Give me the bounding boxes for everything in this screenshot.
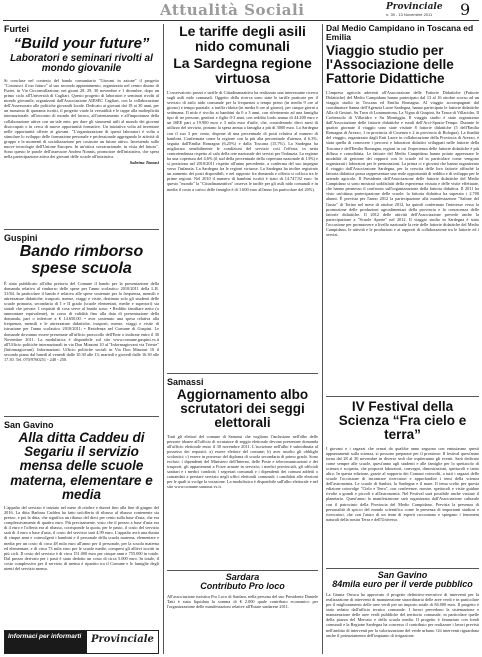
article-asili-nido (167, 24, 318, 370)
article-separator (167, 570, 318, 571)
article-verde-pubblico (326, 571, 479, 655)
article-body: La Giunta Orrucu ha approvato il progetto definitivo-esecutivo di interventi per la realizzazione di interventi di manutenzione straordinaria delle aree verdi e in particolare per il miglioramento delle aree verdi per un importo totale di 84.000 euro. Il progetto è stato redatto dall'ufficio tecnico comunale. I lavori prevedono la sistemazione e manutenzione delle aree verdi pubbliche del territorio comunale, in particolare quelle della piazza del Mercato e della scuola media. Il progetto è finanziato con fondi comunali e la Regione Sardegna ha concesso il contributo per realizzare i lavori previsti nell'ambito di interventi per la valorizzazione del verde urbano. Gli interventi riguardano anche il potenziamento dell'impianto di irrigazione. (326, 591, 479, 638)
article-kicker: San Gavino (377, 571, 428, 580)
article-body: Si concluse nel contesto del bando comunitario "Giovani in azione" il progetto "Costruisci il tuo futuro" al suo secondo appuntamento, organizzato nel centro diurno di Furtei, in Via Circonvallazione, nei giorni 28, 29, 30 novembre e 1 dicembre, dopo un primo ciclo all'Università di Cagliari. Questo progetto di laboratori e seminari rivolti al mondo giovanile, organizzati dall'Associazione AIESEC Cagliari, con la collaborazione dell'Assessorato alle politiche giovanili locale. Dedicato ai giovani dai 18 ai 30 anni, per un massimo di quaranta iscritti, il progetto vuole la versatilità e le tappe alla molteplicità internazionale, all'incontro di mondo del lavoro, all'orientamento e all'importanza della collaborazione attiva con un tale ente, per dare gli strumenti utili al mondo dei giovani disoccupati o in cerca di nuove opportunità formative. Un iniziativa volta ad inventare nelle opportunità offerte ai giovani. "L'organizzazione di questi laboratori è volta a stimolare lo sviluppo delle formazione personale e professionale aggregando le attività di gruppo e la momenti di socializzazione per costruire un futuro attivo. Investendo sulle nuove tecnologie dell'Unione Europea. In un'ottica sovrarazionale, in vista del futuro". Sono questo le parole dell'assessore Andrea Nonnis, promotore dell'iniziativa, che spera nella partecipazione attiva dei giovani delle scuole all'iniziativa. (4, 77, 159, 160)
article-body: È stato pubblicato all'albo pretorio del Comune il bando per la presentazione della domanda relativa al rimborso delle spese per l'anno scolastico 2010/2011 della L.R. 31/84. In particolare il bando è relativo alle spese sostenute per la frequenza, mensili e attrezzature didattiche, trasporti, mense, viaggi e visite, destinato solo gli studenti delle scuole primaria, secondaria di I e II grado (scuole elementari, medie e superiori) sia statali che private. I requisiti di cosa serve al bando sono: • Reddito familiare netto (o ammontare equivalente), in corso di validità fino alla data di presentazione della domanda, pari o inferiore a € 14.650,00. • aver sostenuto una spesa relativa alla frequenza, mensili e le attrezzature didattiche, trasporti, mense, viaggi e visite di istruzione per l'anno scolastico 2010/2011; • Residenza nel Comune di Guspini. Le domande dovranno essere presentate all'ufficio protocollo dell'Ente o inoltrate entro il 30 Novembre 2011. La modulistica è disponibile sul sito www.comune.guspini.vs.it all'Ufficio politiche internazionali in via Don Minzoni 10 al "Informagiovani via Trieste" (Informagiovani). Informazioni: Ufficio politiche sociali in Via Don Minzoni 10 il secondo piano dal lunedì al venerdì dalle 10.30 alle 13; martedì e giovedì dalle 16.30 alle 17.30. Tel. 070/9760251 - 248 - 250. (4, 280, 159, 362)
article-albo-scrutatori (167, 377, 318, 567)
article-separator (4, 229, 159, 230)
article-body: Tutti gli elettori del comune di Samassi che vogliono l'inclusione nell'albo delle persone idonee all'ufficio di scrutatore di seggio elettorale devono presentare domanda all'ufficio elettorale entro il 30 novembre 2011. L'iscrizione nell'albo è subordinata al possesso dei requisiti: a) essere elettore del comune; b) aver assolto gli obblighi scolastici; c) essere in possesso del diploma di scuola secondaria di primo grado. Sono esclusi: i dipendenti del Ministero dell'Interno, delle Poste e telecomunicazioni e dei trasporti; gli appartenenti a Forze armate in servizio; i medici provinciali, gli ufficiali sanitari e i medici condotti; i segretari comunali e i dipendenti dei comuni addetti o comandati a prestare servizio negli uffici elettorali comunali; i candidati alle elezioni per le quali si svolge la votazione. La modulistica è disponibile sull'albo elettorale e nel sito www.comune.samassi.vs.it. (167, 433, 318, 490)
article-title: 84mila euro per il verde pubblico (332, 579, 473, 590)
promo-box (4, 630, 159, 654)
article-body: L'appalto del servizio è iniziato nel mese di ottobre e durerà fino alla fine di giugno del 2016. La ditta Barbara Caddeu ha fatto un'offerta di ribasso al ribasso contenente sia prezzo, e poi la ditta, che significa un ribasso del dieci per cento sulla base d'asta, che era complessivamente di quattro euro. Più precisamente, visto che il prezzo a base d'asta era di 4 euro e l'offerta era al ribasso, corrisponde la quota, per le pasto, il costo del servizio sarà di 4 euro a base d'asta, il costo del servizio sarà 4,99 euro. L'appalto avrà una durata di cinque anni e coinvolgerà i bambini e il personale della scuola materna, elementare e media per un costo di circa 48 mila euro all'anno per il personale, per la scuola materna ed elementare, e di circa 73 mila euro per le scuole medie, compresi gli allievi iscritti in più cicli. Il costo del servizio è di circa 151.000 euro per cinque anni e 755.000 in totale. Dal prezzo derivato per i pasti è stato dedotto un costo di circa 5.000 euro. In totale, il costo complessivo per il servizio di mensa è ripartito tra il Comune e le famiglie degli utenti del servizio mensa. (4, 504, 159, 571)
article-title: IV Festival della Scienza “Fra cielo e terra” (338, 400, 467, 443)
header-rule (3, 20, 479, 21)
article-kicker: Furtei (4, 24, 30, 34)
newspaper-logo: Provinciale (386, 2, 443, 12)
article-fattorie-didattiche (326, 24, 479, 394)
article-kicker: Sardara (225, 573, 260, 582)
article-separator (4, 416, 159, 417)
page-number: 9 (460, 0, 471, 19)
article-title: “Build your future” (13, 35, 150, 52)
promo-logo: Provinciale (91, 634, 154, 645)
article-kicker: Dal Medio Campidano in Toscana ed Emilia (326, 24, 474, 42)
article-title: Aggiornamento albo scrutatori dei seggi elettorali (176, 387, 309, 431)
article-build-your-future (4, 24, 159, 227)
article-body: L'osservatorio prezzi e tariffe di Cittadinanzattiva ha realizzato una interessante ricerca sugli asili nido comunali. Oggetto della ricerca sono state le tariffe praticate per il servizio di asilo nido comunale per la frequenza a tempo pieno (in media 9 ore al giorno) e tempo parziale, a tariffa ridotta (in media 6 ore al giorno), per cinque giorni a settimana. Il nido è rivolto ai bambini da 0 a 3 anni, con riferimento ad una famiglia tipo di tre persone, genitori e figlio 0-3 anni, con reddito lordo annuo di 44.200 euro e un ISEE pari a 19.900 euro e 3 mila euro d'utile, che, considerando dieci mesi di utilizzo del servizio, portano la spesa annua a famiglia a più di 3000 euro. La Sardegna con il suo 3 per cento, dispone di una percentuale di posti relativa al numero di bambini. Confermata come la regione con la più alta percentuale d'utenza, il 6,3%, seguita dall'Emilia Romagna (6,25%) e dalla Toscana (15,7%). La Sardegna ha migliorato sensibilmente le condizioni del servizio così l'offerta, in netta controtendenza rispetto al calo della rete nazionale dei servizi per l'infanzia. La regione ha una copertura del 4,6% (il sud della percentuale della copertura nazionale di 13%) e si posiziona nel 2010/2011 rispetto all'anno precedente, a conferma del suo impegno verso l'infanzia. La Sardegna fra le regioni virtuose. La Sardegna ha inoltre registrato un aumento dei posti disponibili, e nel rapporto fra domanda e offerta si colloca tra le prime regioni. Nel 2010 il numero di bambini iscritti è stato di 14.747,92 euro. In questo "mondo" la "Cittadinanzattiva" osserva le tariffe per gli asili nido comunali e in media il costo a carico delle famiglie è di 1.600 euro all'anno (in particolare del 20%). (167, 89, 318, 192)
article-kicker: San Gavino (4, 420, 54, 430)
article-pro-loco (167, 573, 318, 655)
article-title: Viaggio studio per l'Associazione delle Fattorie Didattiche (326, 43, 454, 87)
article-separator (167, 373, 318, 374)
column-divider (322, 24, 323, 654)
article-title: Alla ditta Caddeu di Segariu il servizio mensa delle scuole materna, elementare e media (10, 430, 153, 502)
article-ditta-caddeu (4, 420, 159, 627)
article-subtitle: Laboratori e seminari rivolti al mondo giovanile (10, 52, 153, 75)
article-signature: Sabrina Tomasi (129, 160, 159, 166)
article-separator (326, 396, 479, 397)
article-body: All'associazione turistica Pro Loco di Sardara, nella persona del suo Presidente Daniele Tatti è stata liquidata la somma di € 2.000 quale contributo economico per l'organizzazione delle manifestazioni relative all'Estate sardarese 2011. (167, 593, 318, 610)
article-title: Bando rimborso spese scuola (19, 243, 144, 277)
promo-label: Informaci per informarti (5, 631, 87, 653)
article-kicker: Samassi (167, 377, 204, 387)
article-festival-scienza (326, 400, 479, 565)
article-subtitle: La Sardegna regione virtuosa (173, 55, 312, 87)
article-title: Contributo Pro loco (200, 581, 285, 592)
column-divider (163, 24, 164, 654)
article-kicker: Guspini (4, 233, 38, 243)
page-header (0, 0, 482, 20)
section-title: Attualità Sociali (160, 1, 305, 19)
article-body: I giovani e i ragazzi che ormai da qualche anno seguono con entusiasmo questi appuntamenti sulla scienza, si possono preparare per il prossimo: Il festival quest'anno torna dal 28 al 30 novembre in diverse sedi che ospiteranno gli eventi. Sarà dedicato come sempre alle scuole, quest'anno agli studenti e alle famiglie per lo spettacolo di scienza e scoperta, che proporrà laboratori, convegni, dimostrazioni, spettacoli e tanto altro. In questa edizione, grazie al supporto dei Comuni coinvolti, a tutti i ragazzi delle scuole l'occasione di incontrare ricercatori e approfondire i temi della scienza dell'astronomia. Le scuole di Sanluri, la Sardegna e il mare. Il tema scelto per questa edizione coinvolge "Cielo e Terra", con conferenze, mostre, spettacoli e visite guidate rivolte a grandi e piccoli e all'astronomia. Nel Festival sarà possibile anche visitare il planetario. Quest'anno la manifestazione sarà organizzata dall'Associazione culturale con il patrocinio della Provincia del Medio Campidano. Prevista la presenza di personalità di spicco del mondo scientifico come la presenza di importanti studiosi e ricercatori, che con l'aiuto di un team di esperti raccontano e spiegano i fenomeni naturali della nostra Terra e dell'Universo. (326, 445, 479, 522)
article-bando-rimborso (4, 233, 159, 413)
issue-date: n. 39 - 13 Novembre 2011 (386, 12, 433, 17)
article-body: L'impresa agricola aderenti all'Associazione delle Fattorie Didattiche (Fattorie Didattiche) del Medio Campidano hanno partecipato dal 13 al 16 ottobre scorso ad un viaggio studio in Toscana ed Emilia Romagna. Al viaggio accompagnati dal coordinatore Sanna dell'Agenzia Laore Sardegna, hanno partecipato le fattorie didattiche Alla di Gesturi, Su Tuvu di Lunamatrona, La Vigna di Guspini, Sa Tanca di Villacidro, Il Corbezzolo di Villacidro e Su Montiggiu. Il viaggio studio è stato organizzato dall'Associazione delle fattorie didattiche e rurali dell'Arci-Spazio-Tempo. Durante le quattro giornate il viaggio sono state visitate 8 fattorie didattiche (5 dell'Emilia Romagna di Arezzo, 1 in provincia di Cosenza e 2 in provincia di Bologna). La finalità del viaggio, organizzato dagli Enti Laore in collaborazione della Provincia di Arezzo, è stata quella di conoscere i percorsi e laboratori didattici sviluppati nelle fattorie della Toscana e dell'Emilia Romagna, regioni in cui l'esperienza delle fattorie didattiche è più diffusa e consolidata. Le fattorie del Medio Campidano hanno potuto apprezzare le modalità di gestione dei rapporti con le scuole ed in particolare come vengono organizzati i laboratori per le prenotazioni. La prima ci e giovani che hanno organizzato il viaggio dall'Associazione Sardegna, per la crescita delle loro fattorie affinché la fattoria didattica possa rappresentare una reale opportunità di reddito e di sviluppo per le aziende agricole. Il Presidente dell'Associazione delle fattorie didattiche del Medio Campidano si sono mostrati soddisfatti della esperienza vissuta e delle visite effettuate, che hanno permesso il confronto sull'organizzazione della fattoria didattica. Il 2011 ha visto un'ottima partecipazione delle scuole: la fattoria didattica ha superato i 2.700 alunni. È prevista per l'anno 2012 la partecipazione alla manifestazione "Salone del Gusto" di Torino nel mese di ottobre 2012, ha quindi confermato l'interesse verso la promozione delle produzioni agroalimentari della provincia e la conoscenza delle fattorie didattiche. Il 2012 delle attività dell'Associazione prevede anche la partecipazione a "Scuole Aperte" nel 2012. Il viaggio studio in Sardegna è stato l'occasione per promuovere a livello nazionale la rete delle fattorie didattiche del Medio Campidano, le attività e le produzioni e ai rapporti di collaborazione tra le fattorie ed i servizi. (326, 89, 479, 238)
article-separator (326, 568, 479, 569)
article-title: Le tariffe degli asili nido comunali (179, 24, 306, 54)
